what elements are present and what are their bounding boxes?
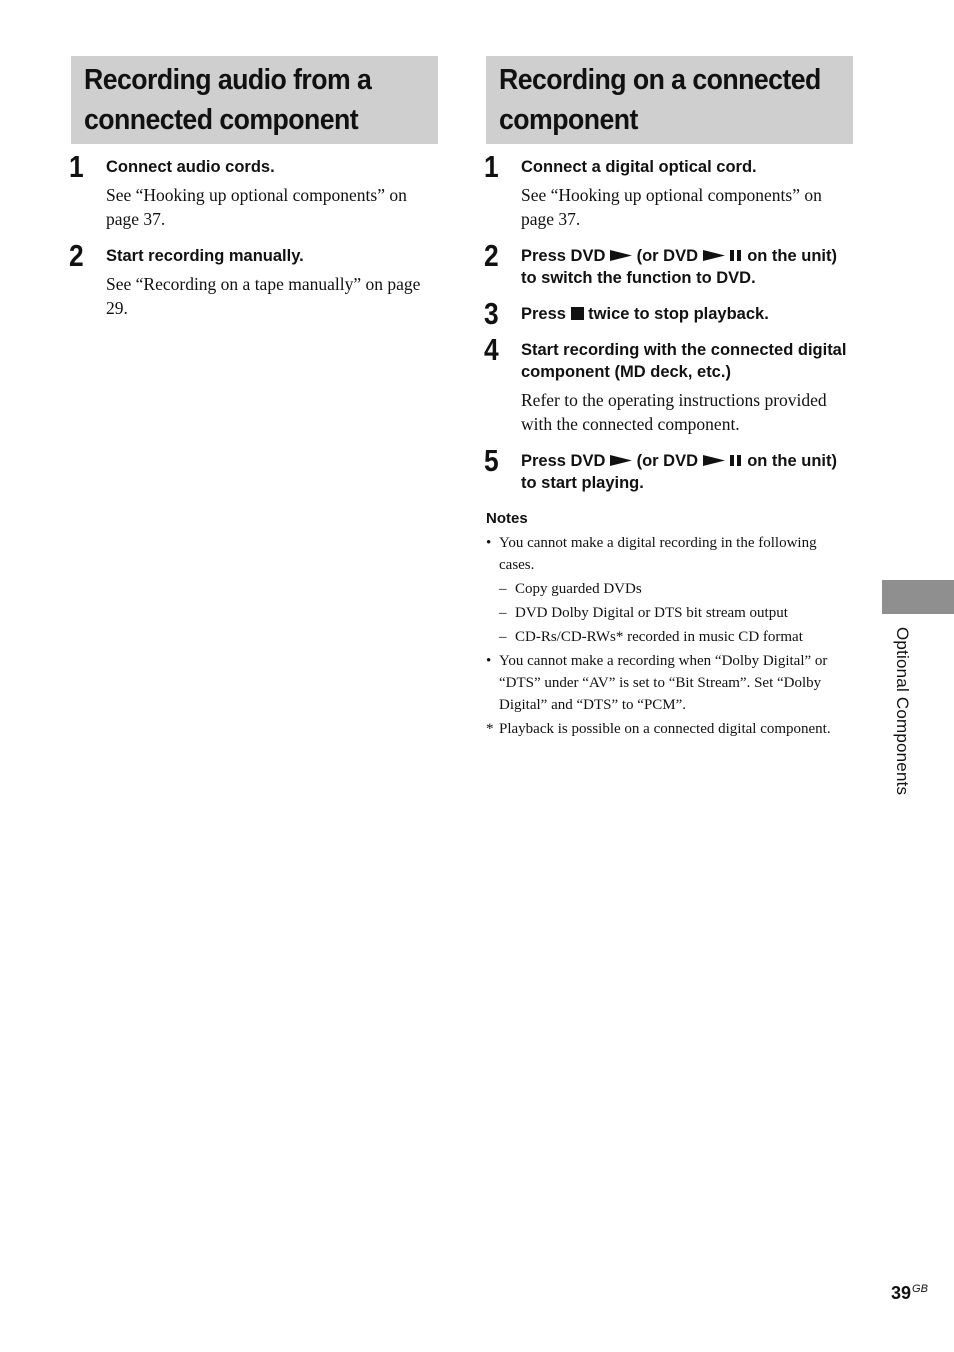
play-icon (610, 454, 632, 467)
side-tab-marker (882, 580, 954, 614)
step-start-recording-manually (69, 238, 438, 320)
step-title (521, 450, 853, 494)
step-body: See “Recording on a tape manually” on page 29. (106, 274, 421, 318)
heading-line: connected component (84, 104, 359, 136)
dash-mark: – (499, 629, 507, 645)
step-list (69, 149, 438, 320)
side-tab-label: Optional Components (893, 627, 912, 796)
step-title: Connect audio cords. (106, 158, 275, 176)
subnote-item (486, 602, 853, 624)
step-title-part: on the unit) to start playing. (521, 452, 837, 492)
page-number-suffix: GB (912, 1283, 928, 1295)
play-icon (610, 249, 632, 262)
step-title-part: (or DVD (636, 452, 698, 470)
step-title (521, 303, 853, 325)
step-number: 2 (69, 238, 84, 273)
step-title: Start recording with the connected digital component (MD deck, etc.) (521, 341, 847, 381)
stop-icon (571, 307, 584, 320)
step-body: See “Hooking up optional components” on page 37. (106, 185, 407, 229)
subnote-text: CD-Rs/CD-RWs* recorded in music CD format (515, 629, 803, 645)
step-connect-audio-cords (69, 149, 438, 231)
bullet-mark: • (486, 653, 492, 669)
step-title-part: Press (521, 305, 566, 323)
play-pause-icon (703, 249, 743, 262)
heading-line: component (499, 104, 638, 136)
step-list (484, 149, 853, 494)
step-body: See “Hooking up optional components” on page 37. (521, 185, 822, 229)
step-number: 4 (484, 332, 499, 367)
note-item (486, 650, 853, 716)
step-press-dvd-play (484, 443, 853, 494)
footnote-text: Playback is possible on a connected digital component. (499, 721, 831, 737)
step-title-part: (or DVD (636, 247, 698, 265)
note-item (486, 532, 853, 576)
dash-mark: – (499, 581, 507, 597)
page-number-value: 39 (891, 1283, 912, 1303)
page-number (891, 1283, 928, 1304)
left-column (71, 56, 438, 334)
step-number: 3 (484, 296, 499, 331)
subnote-text: DVD Dolby Digital or DTS bit stream output (515, 605, 788, 621)
step-title-part: on the unit) to switch the function to DVD. (521, 247, 837, 287)
asterisk-mark: * (486, 721, 494, 737)
note-text: You cannot make a recording when “Dolby Digital” or “DTS” under “AV” is set to “Bit Stream”. Set “Dolby Digital” and “DTS” to “PCM”. (499, 653, 828, 713)
notes-title: Notes (486, 510, 528, 527)
step-title: Connect a digital optical cord. (521, 158, 757, 176)
footnote (486, 718, 853, 740)
play-pause-icon (703, 454, 743, 467)
step-number: 1 (69, 149, 84, 184)
step-press-dvd-switch (484, 238, 853, 289)
bullet-mark: • (486, 535, 492, 551)
notes-section (486, 508, 853, 740)
step-start-recording-connected (484, 332, 853, 436)
note-text: You cannot make a digital recording in the following cases. (499, 535, 817, 573)
subnote-item (486, 626, 853, 648)
step-number: 5 (484, 443, 499, 478)
step-connect-optical-cord (484, 149, 853, 231)
dash-mark: – (499, 605, 507, 621)
step-number: 1 (484, 149, 499, 184)
step-number: 2 (484, 238, 499, 273)
section-heading-recording-connected (486, 56, 853, 144)
heading-line: Recording on a connected (499, 64, 821, 96)
step-title (521, 245, 853, 289)
right-column (486, 56, 853, 740)
step-title-part: Press DVD (521, 452, 606, 470)
section-heading-recording-audio (71, 56, 438, 144)
step-title-part: twice to stop playback. (588, 305, 769, 323)
step-press-stop (484, 296, 853, 331)
subnote-text: Copy guarded DVDs (515, 581, 642, 597)
step-body: Refer to the operating instructions provided with the connected component. (521, 390, 827, 434)
subnote-item (486, 578, 853, 600)
step-title-part: Press DVD (521, 247, 606, 265)
step-title: Start recording manually. (106, 247, 304, 265)
heading-line: Recording audio from a (84, 64, 372, 96)
